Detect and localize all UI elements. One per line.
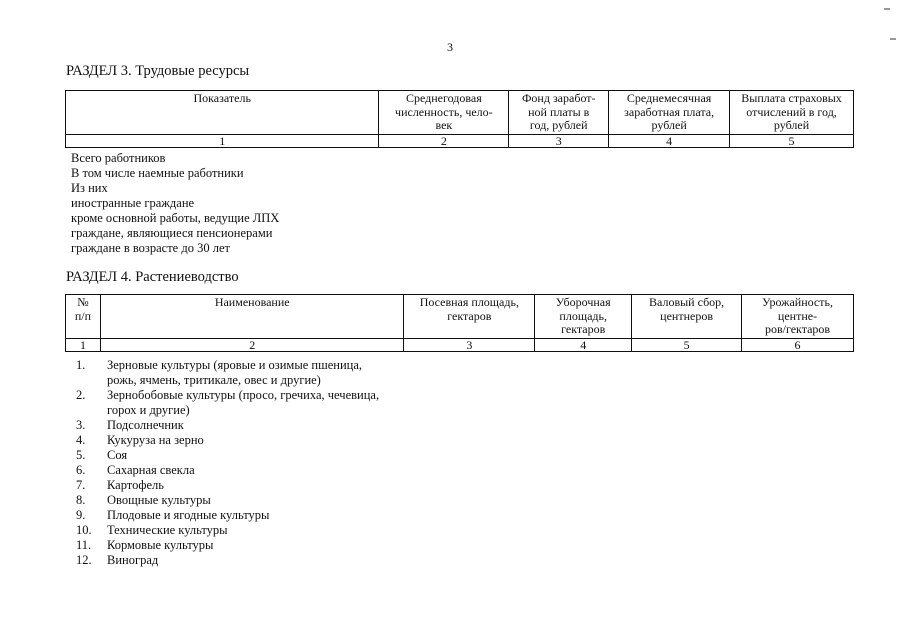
header-cell [100,295,403,339]
list-item [76,448,379,463]
column-number: 2 [379,135,509,148]
header-cell [730,91,854,135]
header-line: Показатель [193,91,251,105]
header-line: Выплата страховых [741,91,842,105]
list-item: кроме основной работы, ведущие ЛПХ [71,211,280,225]
header-line: год, рублей [529,118,588,132]
header-line: п/п [74,308,92,323]
column-number: 5 [632,339,742,352]
section-4-title: РАЗДЕЛ 4. Растениеводство [66,269,239,285]
header-line: гектаров [447,308,492,323]
header-line: Посевная площадь, [419,295,519,309]
item-number: 9. [76,508,86,522]
table-header-row [66,91,854,135]
header-line: Среднемесячная [626,91,712,105]
list-item [76,463,379,478]
header-line: век [435,118,453,132]
list-item [76,358,379,388]
item-number: 11. [76,538,92,552]
item-text [107,448,127,463]
list-item: Всего работников [71,151,166,165]
labor-indicators-list [71,151,279,256]
crop-production-table [65,294,854,352]
section-3-title: РАЗДЕЛ 3. Трудовые ресурсы [66,63,250,79]
item-line: Виноград [107,553,159,567]
header-cell [66,295,101,339]
header-line: Урожайность, [762,295,833,309]
column-number: 5 [730,135,854,148]
list-item [76,508,379,523]
list-item: В том числе наемные работники [71,166,244,180]
list-item [76,418,379,433]
column-number: 6 [742,339,854,352]
item-text [107,463,195,478]
header-line: Фонд заработ- [521,91,596,105]
item-number: 10. [76,523,92,537]
item-number: 3. [76,418,86,432]
item-line: Технические культуры [107,523,228,537]
column-number: 4 [535,339,632,352]
header-line: численность, чело- [395,104,493,119]
item-text [107,478,164,493]
header-line: центне- [777,308,818,323]
header-cell [379,91,509,135]
header-cell [404,295,535,339]
item-line: Сахарная свекла [107,463,195,477]
header-line: рублей [651,118,687,132]
item-number: 8. [76,493,86,507]
header-line: Среднегодовая [405,91,482,105]
item-number: 4. [76,433,86,447]
header-line: заработная плата, [624,104,715,119]
list-item: граждане, являющиеся пенсионерами [71,226,273,240]
column-number: 4 [609,135,730,148]
header-line: ров/гектаров [764,322,831,336]
list-item [76,388,379,418]
item-text [107,358,362,388]
column-number: 3 [404,339,535,352]
header-line: Наименование [214,295,290,309]
item-text [107,388,379,418]
crop-list [76,358,379,568]
item-text [107,433,204,448]
header-line: центнеров [660,308,713,323]
column-number: 2 [100,339,403,352]
list-item [76,433,379,448]
column-number-row [66,135,854,148]
header-line: Валовый сбор, [649,295,725,309]
item-text [107,493,211,508]
header-cell [632,295,742,339]
header-cell [66,91,379,135]
item-text [107,508,269,523]
header-line: рублей [773,118,810,132]
column-number: 1 [66,339,101,352]
item-text [107,553,158,568]
header-line: площадь, [559,308,607,323]
header-line: № [77,295,89,309]
list-item: Из них [71,181,108,195]
item-line: горох и другие) [107,403,190,417]
column-number: 1 [66,135,379,148]
item-line: Зерновые культуры (яровые и озимые пшеница, [107,358,363,372]
header-cell [509,91,609,135]
item-number: 5. [76,448,86,462]
scan-mark [884,8,890,10]
list-item [76,478,379,493]
list-item: граждане в возрасте до 30 лет [71,241,230,255]
item-text [107,523,228,538]
item-line: Плодовые и ягодные культуры [107,508,270,522]
page-number: 3 [447,40,453,54]
header-line: Уборочная [555,295,611,309]
item-line: рожь, ячмень, тритикале, овес и другие) [107,373,321,387]
item-number: 6. [76,463,86,477]
header-line: ной платы в [528,104,590,119]
item-number: 1. [76,358,86,372]
item-line: Зернобобовые культуры (просо, гречиха, чечевица, [107,388,380,402]
header-cell [742,295,854,339]
item-number: 7. [76,478,86,492]
list-item: иностранные граждане [71,196,195,210]
header-cell [609,91,730,135]
labor-resources-table [65,90,854,148]
column-number-row [66,339,854,352]
header-cell [535,295,632,339]
item-number: 2. [76,388,86,402]
item-text [107,538,213,553]
item-text [107,418,184,433]
table-header-row [66,295,854,339]
item-number: 12. [76,553,92,567]
list-item [76,523,379,538]
item-line: Подсолнечник [107,418,184,432]
scan-mark [890,38,896,40]
item-line: Соя [107,448,128,462]
item-line: Кукуруза на зерно [107,433,204,447]
item-line: Картофель [107,478,164,492]
column-number: 3 [509,135,609,148]
header-line: отчислений в год, [746,104,837,119]
item-line: Кормовые культуры [107,538,214,552]
list-item [76,553,379,568]
header-line: гектаров [561,322,606,336]
list-item [76,538,379,553]
item-line: Овощные культуры [107,493,211,507]
list-item [76,493,379,508]
